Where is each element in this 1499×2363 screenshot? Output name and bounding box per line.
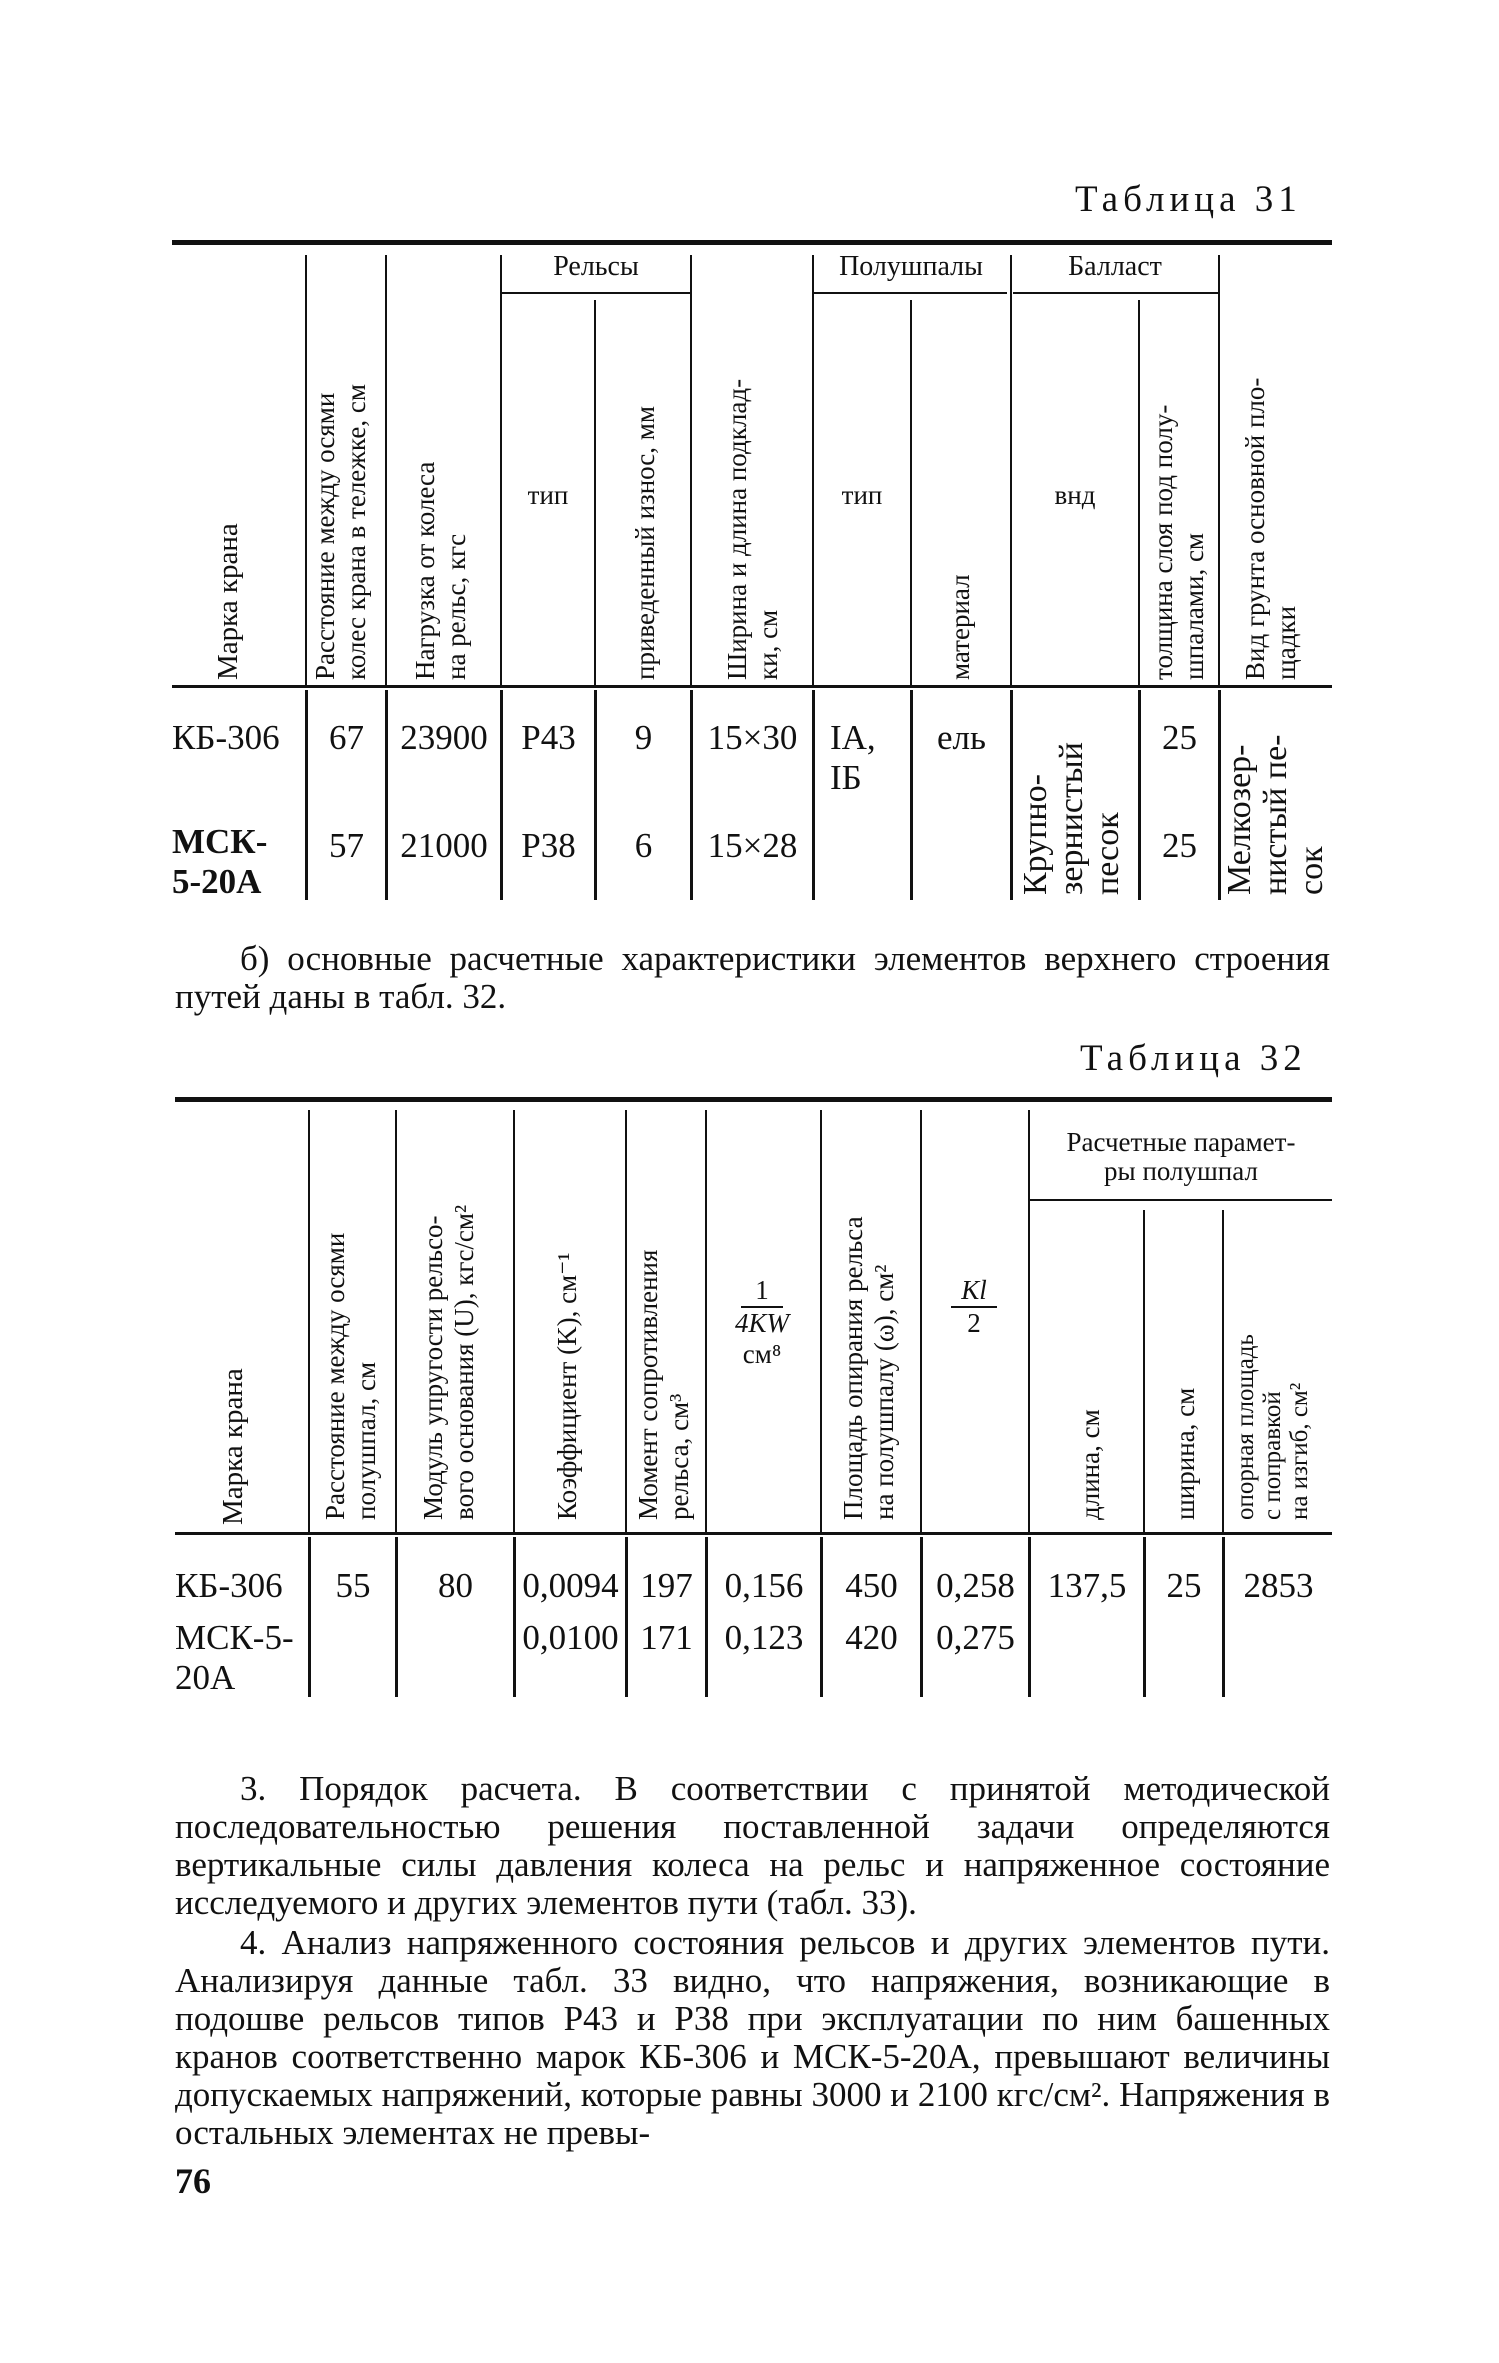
t32-row1-area: 450 (845, 1566, 898, 1605)
t31-header-wheel-distance: Расстояние между осями колес крана в тележке, см (310, 384, 371, 680)
page-number: 76 (175, 2161, 211, 2201)
t32-width: 25 (1166, 1566, 1202, 1605)
t31-header-crane-brand: Марка крана (212, 523, 244, 680)
t32-header-elastic-modulus: Модуль упругости рельсо- вого основания (U), кгс/см² (418, 1204, 479, 1520)
t31-header-sleepers: Полушпалы (839, 251, 983, 282)
t31-row1-load: 23900 (400, 718, 488, 757)
t32-header-area: Площадь опирания рельса на полушпалу (ω), см² (838, 1216, 899, 1520)
t32-elastic-modulus: 80 (438, 1566, 473, 1605)
t32-row1-coef: 0,0094 (522, 1566, 619, 1605)
t32-sleeper-distance: 55 (335, 1566, 371, 1605)
t32-row1-moment: 197 (640, 1566, 693, 1605)
t32-row2-frac1: 0,123 (724, 1618, 804, 1657)
t32-header-coefficient: Коэффициент (K), см⁻¹ (552, 1252, 582, 1520)
t31-row2-brand: МСК- 5-20А (172, 822, 268, 901)
t31-header-pad-size: Ширина и длина подклад- ки, см (722, 378, 783, 680)
t31-header-wheel-load: Нагрузка от колеса на рельс, кгс (410, 461, 471, 680)
t31-row2-thickness: 25 (1162, 826, 1197, 865)
t32-row2-coef: 0,0100 (522, 1618, 619, 1657)
t31-row1-rail-type: Р43 (521, 718, 576, 757)
t31-header-ballast: Балласт (1068, 251, 1162, 282)
t32-row1-brand: КБ-306 (175, 1566, 283, 1605)
paragraph-4: 4. Анализ напряженного состояния рельсов и других элементов пути. Анализируя данные табл. 33 видно, что напряжения, возникающие в подошве рельсов типов Р43 и Р38 при эксплуатации по ним башенных кранов соответственно марок КБ-306 и МСК-5-20А, превышают величины допускаемых напряжений, которые равны 3000 и 2100 кгс/см². Напряжения в остальных элементах не превы- (175, 1923, 1330, 2152)
t32-header-fraction-2: $\frac{Kl}{2}$ (930, 1275, 1018, 1339)
t31-header-ballast-kind: внд (1054, 480, 1096, 510)
t32-header-width: ширина, см (1170, 1387, 1200, 1520)
t31-row2-load: 21000 (400, 826, 488, 865)
t31-row1-wear: 9 (634, 718, 653, 757)
table31-caption: Таблица 31 (1075, 179, 1302, 220)
t31-row1-thickness: 25 (1162, 718, 1197, 757)
t32-row2-moment: 171 (640, 1618, 693, 1657)
t32-row2-area: 420 (845, 1618, 898, 1657)
t32-header-length: длина, см (1075, 1409, 1105, 1520)
t32-header-sleeper-distance: Расстояние между осями полушпал, см (320, 1232, 381, 1520)
paragraph-3: 3. Порядок расчета. В соответствии с принятой методической последовательностью решения поставленной задачи определяются вертикальные силы давления колеса на рельс и напряженное состояние исследуемого и других элементов пути (табл. 33). (175, 1769, 1330, 1922)
t31-row1-brand: КБ-306 (172, 718, 280, 757)
t31-soil-kind: Мелкозер- нистый пе- сок (1221, 734, 1330, 895)
t31-row2-rail-type: Р38 (521, 826, 576, 865)
t31-row2-distance: 57 (329, 826, 364, 865)
t31-header-rail-wear: приведенный износ, мм (630, 406, 660, 680)
t32-header-moment: Момент сопротивления рельса, см³ (633, 1249, 694, 1520)
paragraph-b: б) основные расчетные характеристики элементов верхнего строения путей даны в табл. 32. (175, 939, 1330, 1016)
t31-row1-pad: 15×30 (707, 718, 798, 757)
t32-row1-frac2: 0,258 (936, 1566, 1015, 1605)
t31-row1-distance: 67 (329, 718, 364, 757)
t32-length: 137,5 (1047, 1566, 1127, 1605)
t32-row2-brand: МСК-5- 20А (175, 1618, 294, 1697)
t32-header-crane-brand: Марка крана (217, 1368, 249, 1525)
t31-row2-wear: 6 (634, 826, 653, 865)
t32-row1-frac1: 0,156 (724, 1566, 804, 1605)
table32-caption: Таблица 32 (1080, 1038, 1307, 1079)
t32-header-support-area: опорная площадь с поправкой на изгиб, см² (1232, 1334, 1313, 1520)
t32-support-area: 2853 (1243, 1566, 1314, 1605)
t31-header-rail-type: тип (527, 480, 569, 510)
t31-sleeper-type: IA, IБ (830, 718, 876, 797)
t31-header-ballast-thickness: толщина слоя под полу- шпалами, см (1148, 404, 1209, 680)
t31-header-sleeper-material: материал (945, 574, 975, 680)
t31-row2-pad: 15×28 (707, 826, 798, 865)
t31-header-rails: Рельсы (553, 251, 639, 282)
t32-header-params-group: Расчетные парамет- ры полушпал (1066, 1127, 1296, 1186)
t32-row2-frac2: 0,275 (936, 1618, 1015, 1657)
t31-sleeper-material: ель (937, 718, 986, 757)
t31-ballast-kind: Крупно- зернистый песок (1017, 742, 1126, 895)
t31-header-soil-kind: Вид грунта основной пло- щадки (1240, 377, 1301, 680)
t32-header-fraction-1: 1 4KW см⁸ (735, 1275, 789, 1369)
t31-header-sleeper-type: тип (841, 480, 883, 510)
